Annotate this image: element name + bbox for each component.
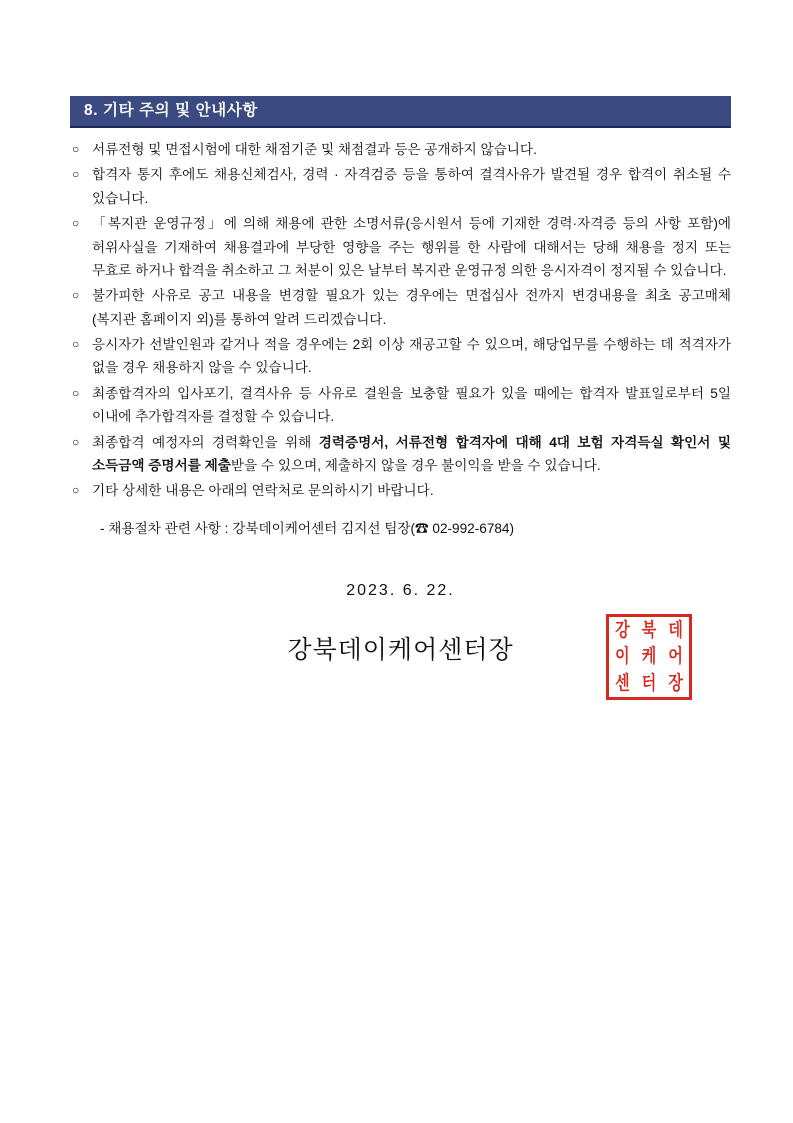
seal-char: 장 [668,671,683,695]
bullet-icon: ○ [72,434,80,449]
bullet-icon: ○ [72,385,80,400]
official-seal-icon [606,614,692,700]
list-item-text: 기타 상세한 내용은 아래의 연락처로 문의하시기 바랍니다. [92,483,434,499]
page-title: 8. 기타 주의 및 안내사항 [70,96,731,128]
seal-char: 센 [615,671,630,695]
list-item [70,212,731,282]
seal-char: 데 [668,618,683,641]
notice-list [70,138,731,503]
bullet-icon: ○ [72,142,80,156]
seal-char: 이 [615,644,630,668]
organization-name: 강북데이케어센터장 [287,635,514,664]
seal-char: 터 [641,671,657,695]
list-item-text: 최종합격자의 입사포기, 결격사유 등 사유로 결원을 보충할 필요가 있을 때에는 합격자 발표일로부터 5일 이내에 추가합격자를 결정할 수 있습니다. [92,385,731,425]
bullet-icon: ○ [72,483,80,498]
contact-info: - 채용절차 관련 사항 : 강북데이케어센터 김지선 팀장(☎ 02-992-6784) [100,520,515,536]
list-item [70,382,731,429]
list-item-text: 합격자 통지 후에도 채용신체검사, 경력 · 자격검증 등을 통하여 결격사유가 발견될 경우 합격이 취소될 수 있습니다. [92,167,731,206]
list-item [70,479,731,502]
list-item-text [92,431,731,478]
list-item-text: 응시자가 선발인원과 같거나 적을 경우에는 2회 이상 재공고할 수 있으며, 해당업무를 수행하는 데 적격자가 없을 경우 채용하지 않을 수 있습니다. [92,337,731,376]
notice-suffix-text: 받을 수 있으며, 제출하지 않을 경우 불이익을 받을 수 있습니다. [230,457,601,473]
list-item [70,138,731,161]
list-item [70,333,731,380]
seal-char: 어 [668,644,683,668]
seal-char: 강 [615,618,630,641]
list-item-text: 「복지관 운영규정」에 의해 채용에 관한 소명서류(응시원서 등에 기재한 경력·자격증 등의 사항 포함)에 허위사실을 기재하여 채용결과에 부당한 영향을 주는 행위를 한 사람에 대해서는 당해 채용을 정지 또는 무효로 하거나 합격을 취소하고 그 처분이 있은 날부터 복지관 운영규정 의한 응시자격이 정지될 수 있습니다. [92,216,731,278]
list-item [70,284,731,331]
list-item-text: 서류전형 및 면접시험에 대한 채점기준 및 채점결과 등은 공개하지 않습니다. [92,142,537,158]
seal-char: 케 [641,644,657,668]
notice-bold-text: 경력증명서, 서류전형 합격자에 대해 4대 보험 자격득실 확인서 및 소득금액 증명서를 제출 [92,434,731,473]
bullet-icon: ○ [72,288,80,303]
list-item [70,163,731,210]
document-date: 2023. 6. 22. [346,581,455,599]
notice-prefix-text: 최종합격 예정자의 경력확인을 위해 [92,434,319,450]
seal-char: 북 [641,618,657,641]
bullet-icon: ○ [72,216,80,231]
list-item-text: 불가피한 사유로 공고 내용을 변경할 필요가 있는 경우에는 면접심사 전까지 변경내용을 최초 공고매체(복지관 홈페이지 외)를 통하여 알려 드리겠습니다. [92,288,731,327]
list-item-emphasized [70,431,731,478]
bullet-icon: ○ [72,337,80,351]
signature-block [70,618,731,698]
bullet-icon: ○ [72,167,80,182]
